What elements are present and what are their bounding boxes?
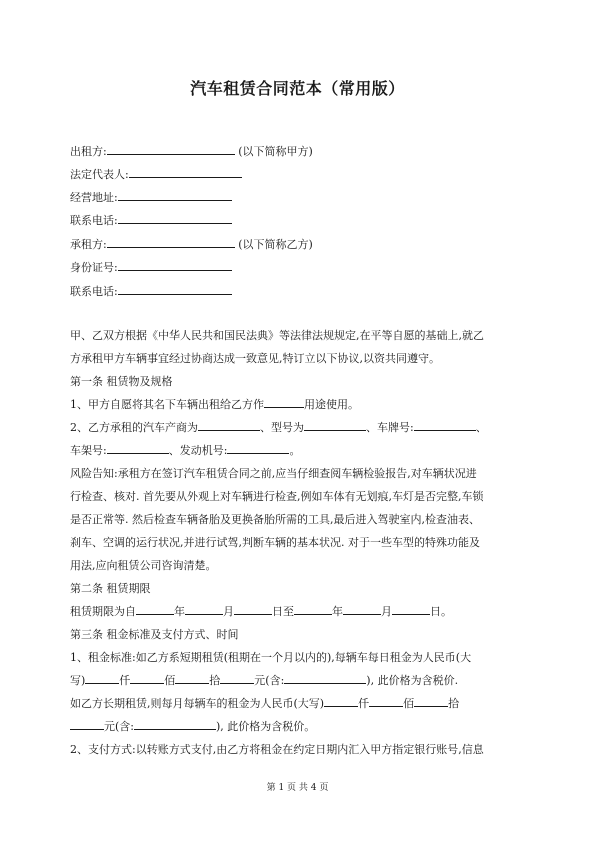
legal-rep-blank xyxy=(129,166,242,178)
article-3-title: 第三条 租金标准及支付方式、时间 xyxy=(70,628,239,641)
intro-line-1: 甲、乙双方根据《中华人民共和国民法典》等法律法规规定,在平等自愿的基础上,就乙 xyxy=(70,329,484,342)
lessee-note: (以下简称乙方) xyxy=(238,238,313,251)
lessor-phone-label: 联系电话: xyxy=(70,214,118,227)
rent-standard-line-1: 1、租金标准:如乙方系短期租赁(租期在一个月以内的),每辆车每日租金为人民币(大 xyxy=(70,651,472,664)
lessee-phone-line xyxy=(70,283,232,299)
manufacturer-blank xyxy=(198,419,260,431)
risk-line-1: 风险告知:承租方在签订汽车租赁合同之前,应当仔细查阅车辆检验报告,对车辆状况进 xyxy=(70,467,477,480)
rent-standard-line-2: 写) 仟 佰 拾 元(含: ), 此价格为含税价. xyxy=(70,674,459,687)
lessee-line xyxy=(70,236,313,252)
id-blank xyxy=(118,259,232,271)
payment-method-line: 2、支付方式:以转账方式支付,由乙方将租金在约定日期内汇入甲方指定银行账号,信息 xyxy=(70,743,484,756)
address-line xyxy=(70,189,232,205)
article-2-title: 第二条 租赁期限 xyxy=(70,582,151,595)
contract-body xyxy=(70,324,526,761)
article-1-item-2: 2、乙方承租的汽车产商为 、型号为 、车牌号: 、 xyxy=(70,421,487,434)
lessor-note: (以下简称甲方) xyxy=(238,145,313,158)
risk-line-3: 是否正常等. 然后检查车辆备胎及更换备胎所需的工具,最后进入驾驶室内,检查油表、 xyxy=(70,513,480,526)
legal-rep-label: 法定代表人: xyxy=(70,168,129,181)
lessor-phone-blank xyxy=(118,212,232,224)
lease-period-line: 租赁期限为自 年 月 日至 年 月 日。 xyxy=(70,605,452,618)
lessee-phone-label: 联系电话: xyxy=(70,285,118,298)
engine-no-blank xyxy=(227,442,289,454)
lessee-label: 承租方: xyxy=(70,238,107,251)
risk-line-4: 刹车、空调的运行状况,并进行试驾,判断车辆的基本状况. 对于一些车型的特殊功能及 xyxy=(70,536,480,549)
plate-blank xyxy=(414,419,476,431)
lessee-blank xyxy=(107,236,235,248)
article-1-item-1: 1、甲方自愿将其名下车辆出租给乙方作 用途使用。 xyxy=(70,398,359,411)
vin-blank xyxy=(107,442,169,454)
model-blank xyxy=(304,419,366,431)
usage-blank xyxy=(264,396,304,408)
document-title: 汽车租赁合同范本（常用版） xyxy=(190,79,405,98)
address-blank xyxy=(118,189,232,201)
lessor-phone-line xyxy=(70,212,232,228)
id-label: 身份证号: xyxy=(70,261,118,274)
lessee-phone-blank xyxy=(118,283,232,295)
address-label: 经营地址: xyxy=(70,191,118,204)
page-footer: 第 1 页 共 4 页 xyxy=(266,783,329,793)
article-1-item-2-cont: 车架号: 、发动机号: 。 xyxy=(70,444,301,457)
id-line xyxy=(70,259,232,275)
article-1-title: 第一条 租赁物及规格 xyxy=(70,375,173,388)
legal-rep-line xyxy=(70,166,242,182)
rent-standard-line-3: 如乙方长期租赁,则每月每辆车的租金为人民币(大写) 仟 佰 拾 xyxy=(70,697,460,710)
risk-line-2: 行检查、核对. 首先要从外观上对车辆进行检查,例如车体有无划痕,车灯是否完整,车锁 xyxy=(70,490,484,503)
lessor-blank xyxy=(107,143,235,155)
lessor-label: 出租方: xyxy=(70,145,107,158)
lessor-line xyxy=(70,143,313,159)
rent-standard-line-4: 元(含: ), 此价格为含税价。 xyxy=(70,715,526,738)
risk-line-5: 用法,应向租赁公司咨询清楚。 xyxy=(70,559,217,572)
intro-line-2: 方承租甲方车辆事宜经过协商达成一致意见,特订立以下协议,以资共同遵守。 xyxy=(70,352,440,365)
